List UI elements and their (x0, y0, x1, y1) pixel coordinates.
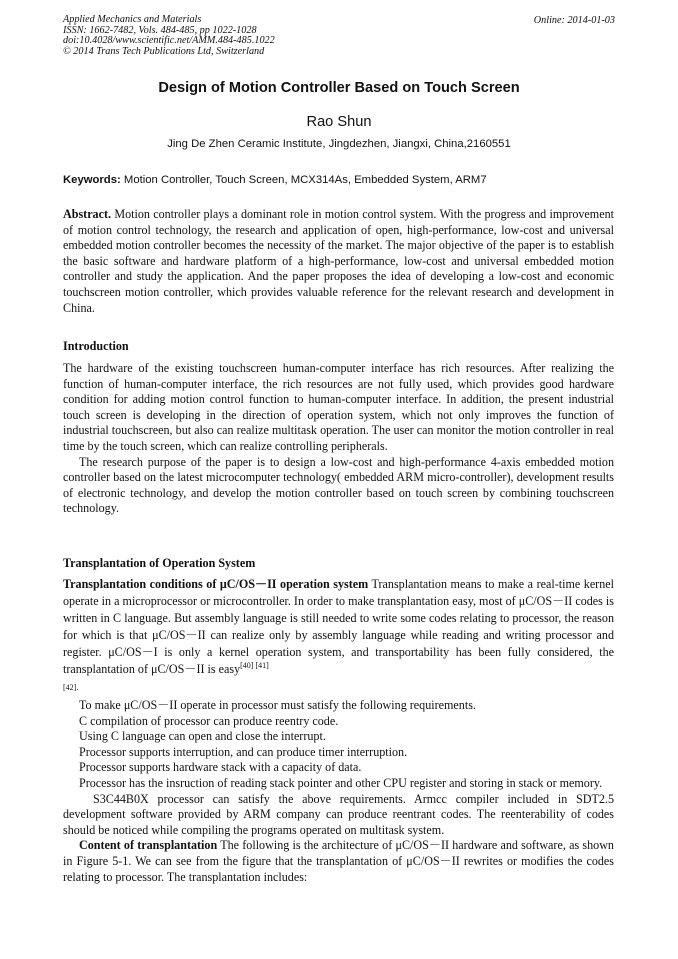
keywords-text: Motion Controller, Touch Screen, MCX314As, Embedded System, ARM7 (120, 174, 487, 186)
abstract-label: Abstract. (63, 207, 112, 221)
requirement-item: Processor has the insruction of reading stack pointer and other CPU register and storing in stack or memory. (79, 775, 603, 790)
requirement-item: Processor supports hardware stack with a capacity of data. (79, 760, 362, 775)
abstract (63, 207, 614, 316)
issn: ISSN: 1662-7482, Vols. 484-485, pp 1022-1028 (63, 24, 257, 36)
requirements-intro: To make μC/OS－II operate in processor must satisfy the following requirements. (79, 698, 476, 712)
s3c44b0x-paragraph: S3C44B0X processor can satisfy the above requirements. Armcc compiler included in SDT2.5 development software provided by ARM company can produce reentrant codes. The reenterability of codes should be noticed while compiling the programs operated on multitask system. (63, 791, 614, 837)
doi: doi:10.4028/www.scientific.net/AMM.484-485.1022 (63, 35, 275, 47)
keywords (63, 174, 487, 186)
affiliation: Jing De Zhen Ceramic Institute, Jingdezhen, Jiangxi, China,2160551 (167, 138, 511, 150)
requirements-list (63, 698, 614, 885)
transplantation-conditions (63, 576, 614, 696)
requirement-item: C compilation of processor can produce reentry code. (79, 713, 339, 728)
copyright: © 2014 Trans Tech Publications Ltd, Switzerland (63, 45, 265, 57)
author-name: Rao Shun (306, 114, 372, 130)
introduction-body (63, 361, 614, 517)
intro-paragraph-2: The research purpose of the paper is to design a low-cost and high-performance 4-axis embedded motion controller based on the latest microcomputer technology( embedded ARM micro-controller), development results of electronic technology, and develop the motion controller based on touch screen by combining touchscreen technology. (63, 454, 614, 516)
journal-name: Applied Mechanics and Materials (63, 14, 202, 25)
introduction-heading: Introduction (63, 339, 129, 353)
abstract-text: Motion controller plays a dominant role in motion control system. With the progress and improvement of motion control technology, the research and application of open, high-performance, low-cost and universal embedded motion controller becomes the necessity of the market. The major objective of the paper is to establish the basic software and hardware platform of a high-performance, low-cost and universal embedded motion controller and study the application. And the paper proposes the idea of developing a low-cost and economic touchscreen motion controller, which provides valuable reference for the relevant research and development in China. (63, 207, 614, 315)
transplantation-heading: Transplantation of Operation System (63, 556, 256, 570)
paper-title: Design of Motion Controller Based on Touch Screen (158, 80, 520, 96)
reference-mark-42: [42]. (63, 683, 79, 692)
requirement-item: Using C language can open and close the interrupt. (79, 729, 326, 744)
intro-paragraph-1: The hardware of the existing touchscreen human-computer interface has rich resources. After realizing the function of human-computer interface, the rich resources are not fully used, which provides good hardware condition for adding motion control function to human-computer interface. In addition, the present industrial touch screen is developing in the direction of operation system, which not only improves the function of industrial touchscreen, but also can realize multitask operation. The user can monitor the motion controller in real time by the touch screen, which can realize controlling peripherals. (63, 361, 614, 453)
conditions-label: Transplantation conditions of μC/OS－II operation system (63, 577, 369, 591)
online-date: Online: 2014-01-03 (533, 15, 615, 26)
content-paragraph (63, 838, 614, 885)
reference-marks: [40] [41] (240, 660, 269, 670)
content-label: Content of transplantation (79, 838, 218, 853)
keywords-label: Keywords: (63, 174, 121, 186)
journal-header (63, 15, 275, 57)
content-text: The following is the architecture of μC/OS－II hardware and software, as shown in Figure 5-1. We can see from the figure that the transplantation of μC/OS－II rewrites or modifies the codes relating to processor. The transplantation includes: (63, 838, 614, 884)
requirement-item: Processor supports interruption, and can produce timer interruption. (79, 744, 408, 759)
conditions-text: Transplantation means to make a real-time kernel operate in a microprocessor or microcontroller. In order to make transplantation easy, most of μC/OS－II codes is written in C language. But assembly language is still needed to write some codes relating to processor, the reason for which is that μC/OS－II can realize only by assembly language while reading and writing processor and register. μC/OS－I is only a kernel operation system, and transportability has been fully considered, the transplantation of μC/OS－II is easy (63, 577, 614, 676)
